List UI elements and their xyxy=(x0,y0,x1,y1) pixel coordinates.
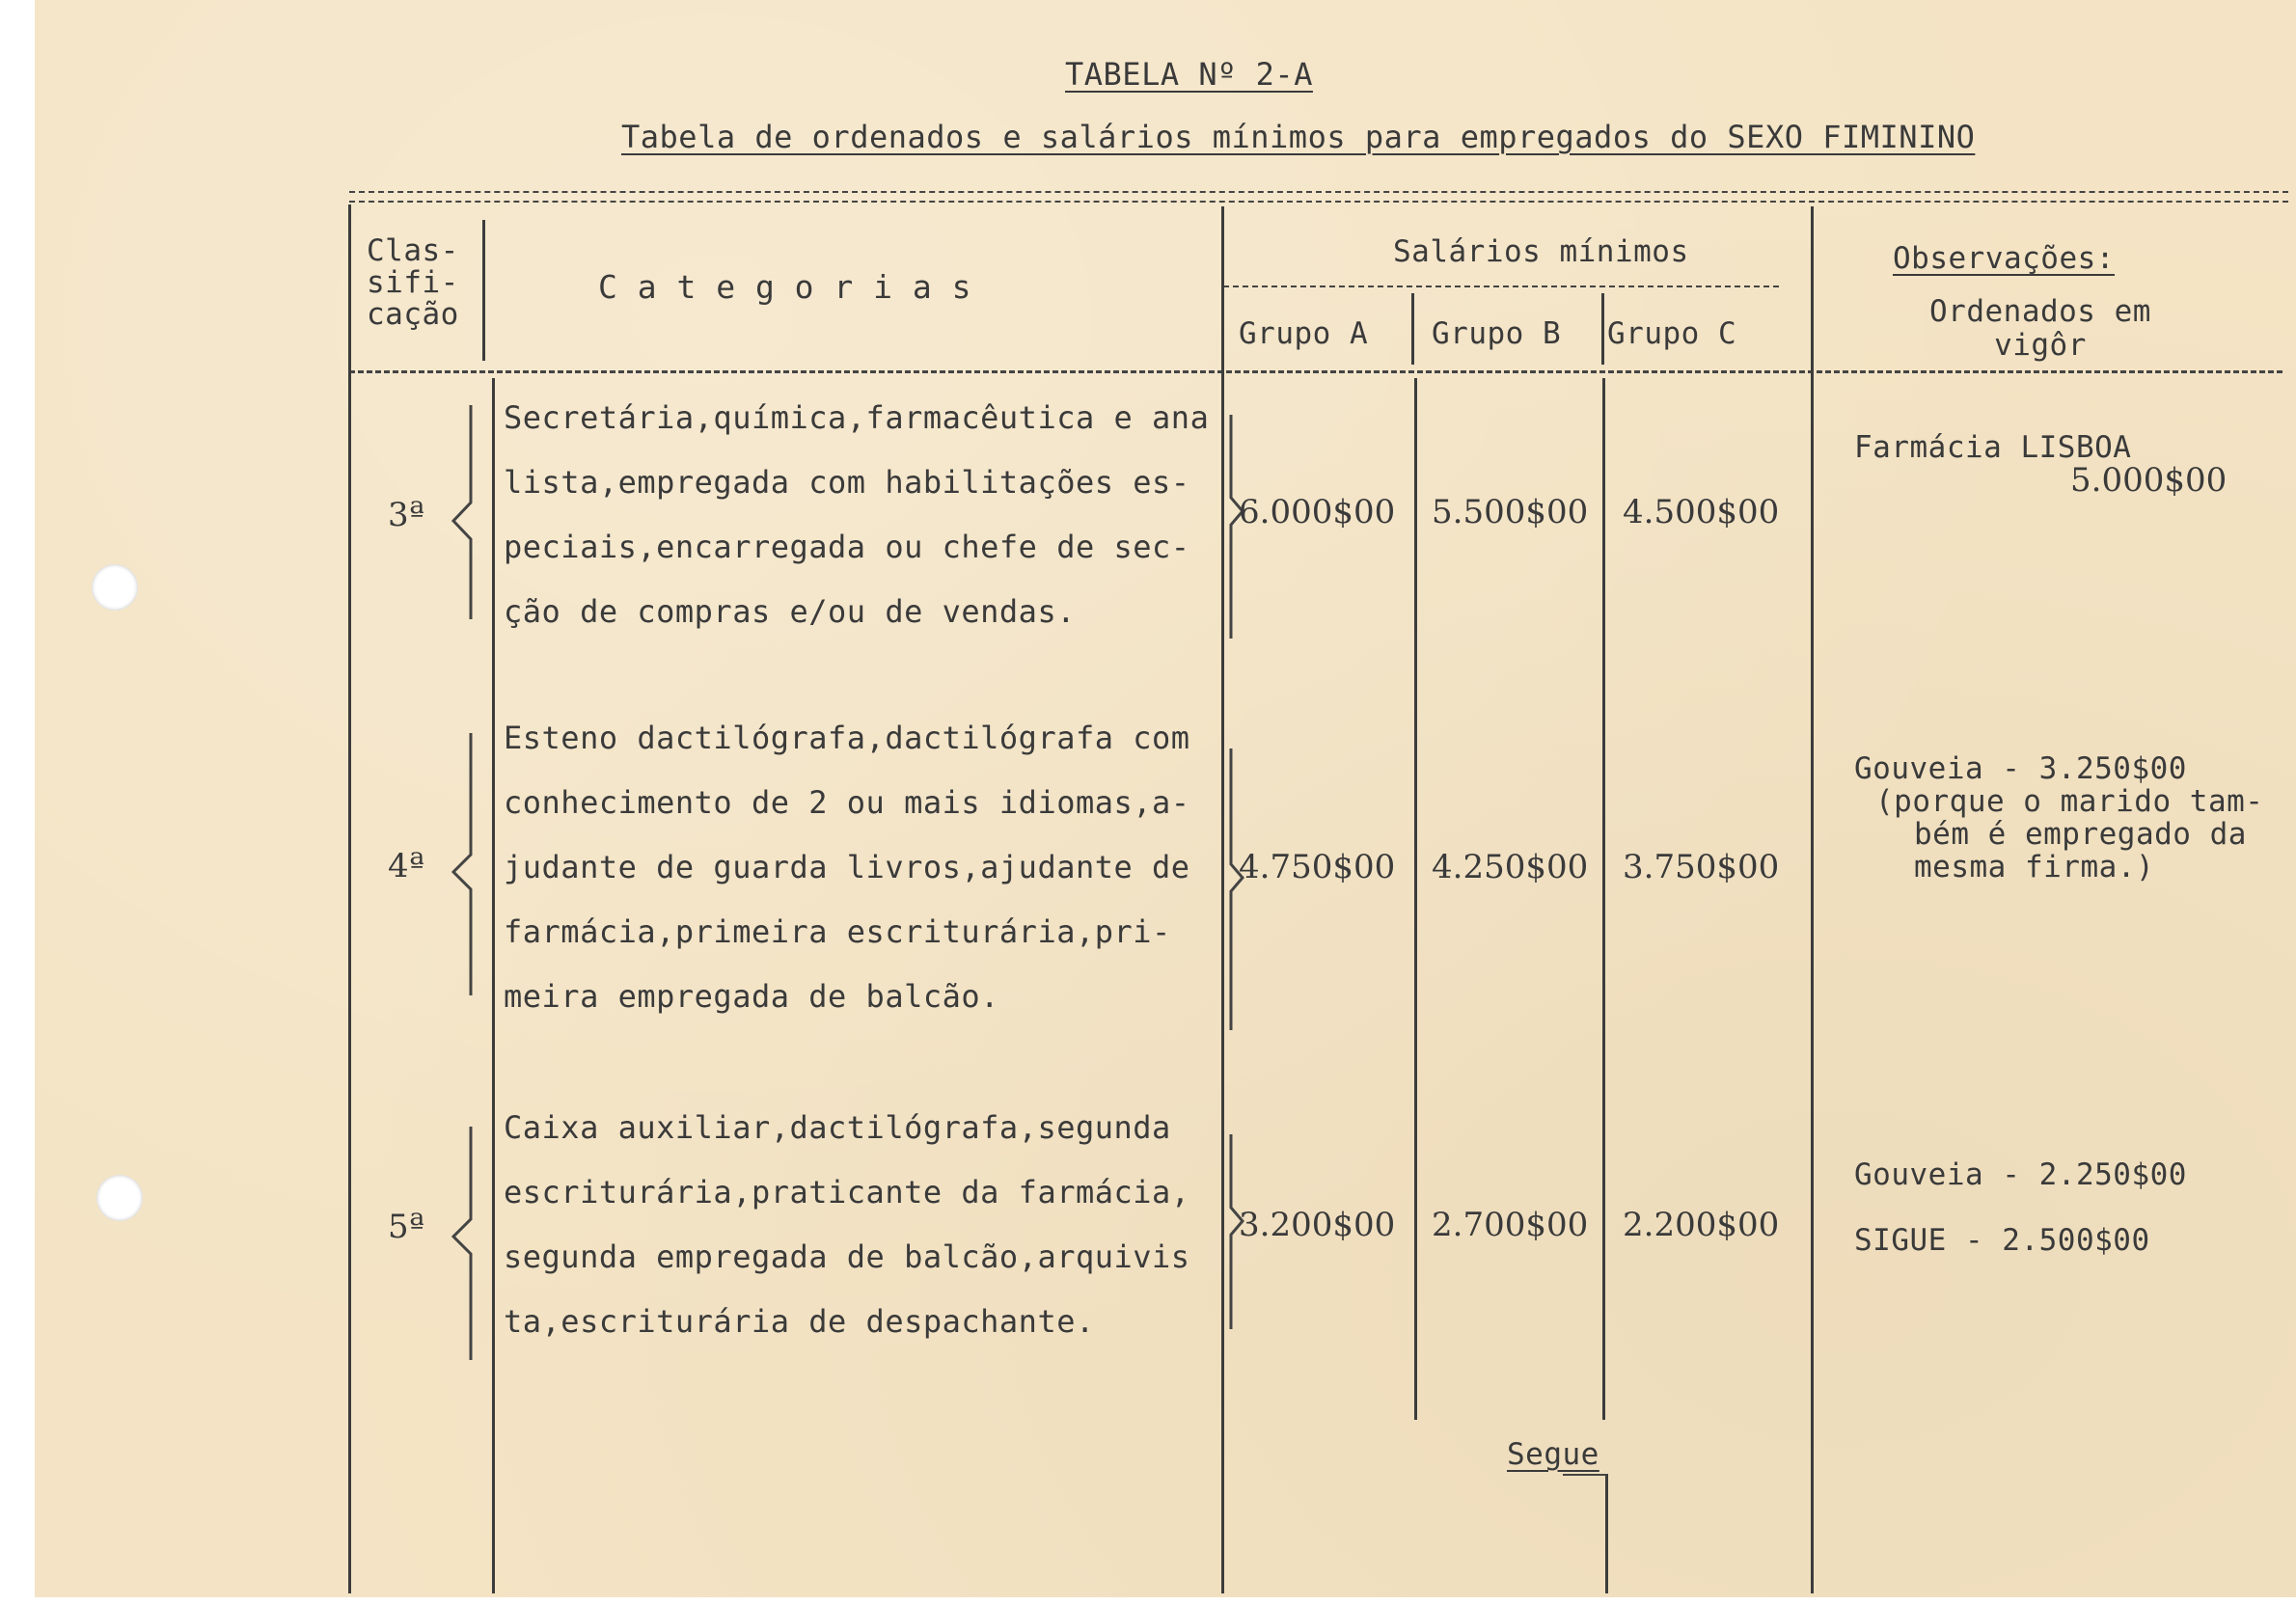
row-5-grupo-b: 2.700$00 xyxy=(1432,1206,1589,1244)
row-3-grupo-b: 5.500$00 xyxy=(1432,493,1589,531)
row-3-grupo-c: 4.500$00 xyxy=(1623,493,1780,531)
segue-marker-tick xyxy=(1563,1474,1607,1476)
header-categorias: C a t e g o r i a s xyxy=(598,268,971,306)
row-5-categorias: Caixa auxiliar,dactilógrafa,segunda escriturária,praticante da farmácia, segunda empregada de balcão,arquivis ta,escriturária de despachante. xyxy=(504,1109,1190,1340)
grupo-b-divider-header xyxy=(1601,293,1604,365)
row-4-grupo-b: 4.250$00 xyxy=(1432,848,1589,886)
row-3-categorias: Secretária,química,farmacêutica e ana lista,empregada com habilitações es- peciais,encarregada ou chefe de sec- ção de compras e/ou de vendas. xyxy=(504,399,1210,630)
salarios-divider xyxy=(1223,286,1779,287)
header-grupo-a: Grupo A xyxy=(1239,316,1369,351)
row-5-grupo-a: 3.200$00 xyxy=(1239,1206,1396,1244)
header-grupo-b: Grupo B xyxy=(1432,316,1562,351)
top-double-rule xyxy=(349,191,2288,203)
row-5-class: 5ª xyxy=(388,1208,424,1246)
grupo-a-divider xyxy=(1414,378,1417,1420)
classificacao-column-divider xyxy=(482,220,485,361)
row-4-categorias: Esteno dactilógrafa,dactilógrafa com conhecimento de 2 ou mais idiomas,a- judante de guarda livros,ajudante de farmácia,primeira escriturária,pri- meira empregada de balcão. xyxy=(504,720,1190,1015)
header-ordenados: Ordenados em vigôr xyxy=(1929,294,2151,363)
document-title: TABELA Nº 2-A xyxy=(1065,56,1313,93)
header-classificacao: Clas- sifi- cação xyxy=(367,233,459,332)
row-3-observacoes: Farmácia LISBOA 5.000$00 xyxy=(1854,430,2228,500)
row-5-class-brace xyxy=(448,1123,486,1364)
row-4-class-brace xyxy=(448,729,486,999)
row-3-grupo-a: 6.000$00 xyxy=(1239,493,1396,531)
header-observacoes: Observações: xyxy=(1893,241,2115,276)
row-4-class: 4ª xyxy=(388,847,424,885)
segue-marker-line xyxy=(1605,1474,1608,1593)
grupo-c-divider xyxy=(1811,206,1814,1593)
classificacao-column-divider-lower xyxy=(492,378,495,1593)
punch-hole-top xyxy=(92,564,138,611)
header-bottom-rule xyxy=(349,370,2282,373)
row-4-grupo-c: 3.750$00 xyxy=(1623,848,1780,886)
header-salarios-minimos: Salários mínimos xyxy=(1393,234,1689,269)
table-left-border xyxy=(348,204,351,1593)
header-grupo-c: Grupo C xyxy=(1607,316,1737,351)
punch-hole-bottom xyxy=(96,1175,143,1221)
document-subtitle: Tabela de ordenados e salários mínimos para empregados do SEXO FIMININO xyxy=(621,119,1976,155)
row-3-class: 3ª xyxy=(388,496,424,534)
row-3-class-brace xyxy=(448,401,486,623)
segue-label: Segue xyxy=(1507,1437,1599,1472)
grupo-a-divider-header xyxy=(1411,293,1414,365)
row-5-observacoes: Gouveia - 2.250$00 SIGUE - 2.500$00 xyxy=(1854,1157,2187,1258)
grupo-b-divider xyxy=(1602,378,1605,1420)
row-4-observacoes: Gouveia - 3.250$00 (porque o marido tam- bém é empregado da mesma firma.) xyxy=(1854,751,2264,884)
row-4-grupo-a: 4.750$00 xyxy=(1239,848,1396,886)
row-5-grupo-c: 2.200$00 xyxy=(1623,1206,1780,1244)
row-4-salary-brace xyxy=(1217,745,1246,1034)
